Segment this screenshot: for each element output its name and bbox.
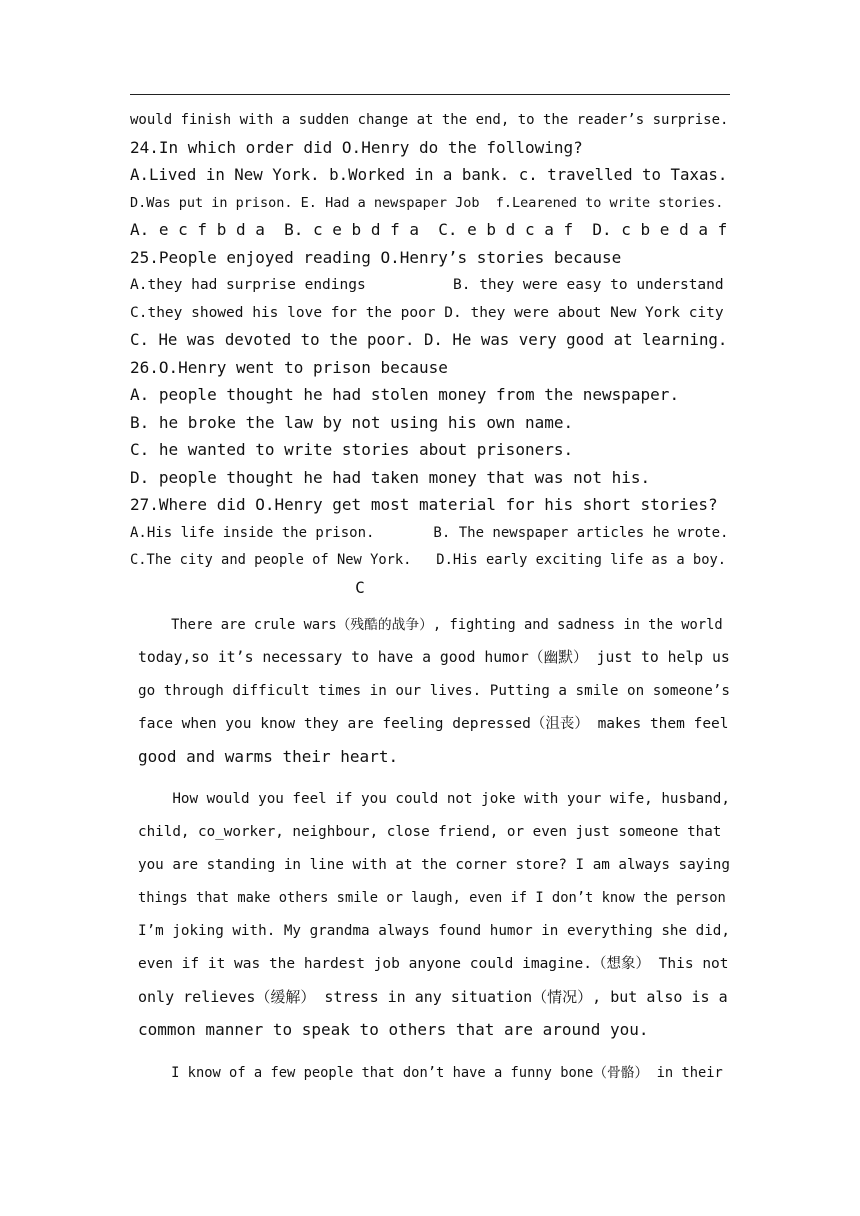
answer-option-a: A. people thought he had stolen money from the newspaper. [130,385,680,404]
passage-line: only relieves（缓解） stress in any situation（情况）, but also is a [138,988,728,1006]
answer-options: A.they had surprise endings B. they were easy to understand [130,277,724,293]
passage-line: today,so it’s necessary to have a good humor（幽默） just to help us [138,649,730,666]
answer-options: A.His life inside the prison. B. The newspaper articles he wrote. [130,525,729,541]
passage-line: face when you know they are feeling depressed（沮丧） makes them feel [138,716,729,732]
text-line: would finish with a sudden change at the end, to the reader’s surprise. [130,112,729,128]
text-line: A.Lived in New York. b.Worked in a bank. c. travelled to Taxas. [130,165,728,184]
passage-line: common manner to speak to others that are around you. [138,1020,649,1039]
answer-option-c: C. he wanted to write stories about prisoners. [130,440,574,459]
passage-line: child, co_worker, neighbour, close friend, or even just someone that [138,824,722,840]
passage-line: I know of a few people that don’t have a funny bone（骨骼） in their [138,1065,723,1081]
answer-options: C. He was devoted to the poor. D. He was very good at learning. [130,330,728,349]
section-heading: C [355,578,365,597]
answer-option-d: D. people thought he had taken money that was not his. [130,468,651,487]
answer-options: A. e c f b d a B. c e b d f a C. e b d c a f D. c b e d a f [130,220,728,239]
question-26: 26.O.Henry went to prison because [130,358,448,377]
question-25: 25.People enjoyed reading O.Henry’s stories because [130,248,622,267]
question-24: 24.In which order did O.Henry do the following? [130,138,583,157]
text-line: D.Was put in prison. E. Had a newspaper Job f.Learened to write stories. [130,195,724,211]
passage-line: you are standing in line with at the corner store? I am always saying [138,857,730,873]
header-rule [130,94,730,95]
question-27: 27.Where did O.Henry get most material for his short stories? [130,495,718,514]
answer-option-b: B. he broke the law by not using his own name. [130,413,574,432]
passage-line: good and warms their heart. [138,747,399,766]
passage-line: things that make others smile or laugh, even if I don’t know the person [138,890,726,906]
passage-line: There are crule wars（残酷的战争）, fighting and sadness in the world [138,617,723,633]
passage-line: I’m joking with. My grandma always found humor in everything she did, [138,923,730,939]
passage-line: How would you feel if you could not joke with your wife, husband, [138,791,730,807]
answer-options: C.they showed his love for the poor D. they were about New York city [130,305,724,321]
answer-options: C.The city and people of New York. D.His early exciting life as a boy. [130,552,727,568]
passage-line: go through difficult times in our lives. Putting a smile on someone’s [138,683,730,699]
passage-line: even if it was the hardest job anyone could imagine.（想象） This not [138,956,729,972]
